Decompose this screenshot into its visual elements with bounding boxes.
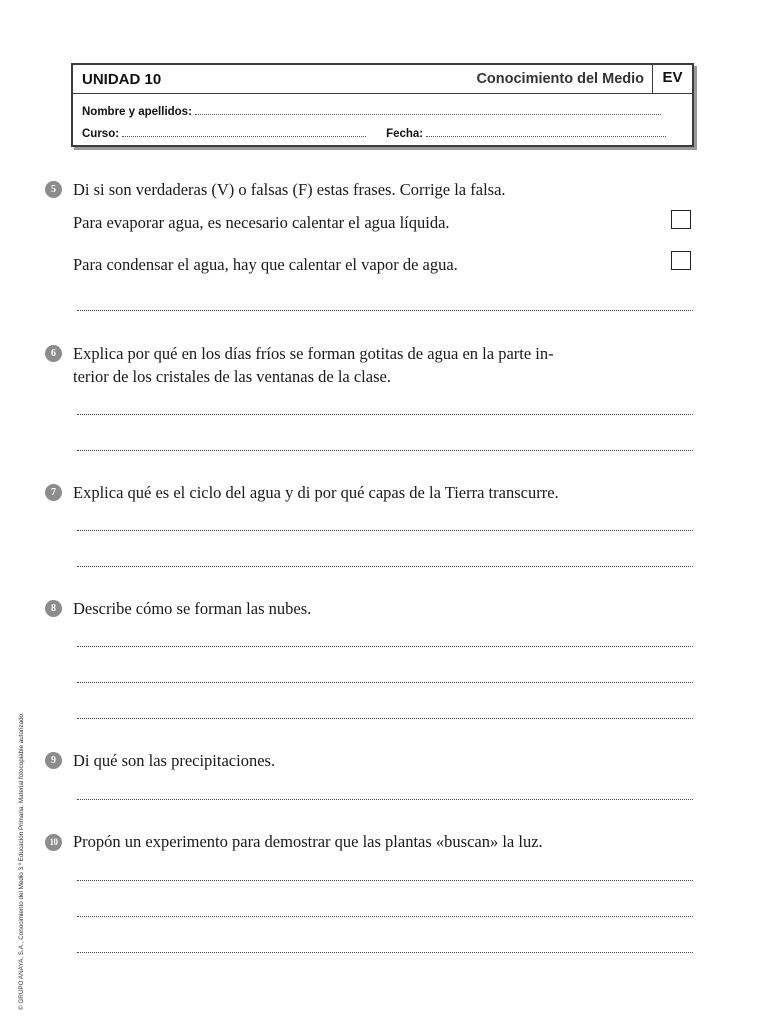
question-number-badge: 7 bbox=[45, 484, 62, 501]
course-field[interactable] bbox=[122, 127, 366, 137]
question-number-badge: 5 bbox=[45, 181, 62, 198]
answer-line[interactable] bbox=[77, 530, 693, 531]
answer-line[interactable] bbox=[77, 916, 693, 917]
unit-title: UNIDAD 10 bbox=[82, 71, 162, 88]
evaluation-code: EV bbox=[652, 65, 692, 93]
question-10-text: Propón un experimento para demostrar que las plantas «buscan» la luz. bbox=[73, 832, 543, 851]
answer-line[interactable] bbox=[77, 646, 693, 647]
name-field-row bbox=[82, 105, 661, 118]
answer-line[interactable] bbox=[77, 450, 693, 451]
answer-line[interactable] bbox=[77, 310, 693, 311]
true-false-checkbox[interactable] bbox=[671, 251, 691, 270]
name-label: Nombre y apellidos: bbox=[82, 106, 192, 118]
answer-line[interactable] bbox=[77, 414, 693, 415]
date-label: Fecha: bbox=[386, 128, 424, 140]
question-9-text: Di qué son las precipitaciones. bbox=[73, 751, 276, 770]
question-6-line-2: terior de los cristales de las ventanas de la clase. bbox=[73, 367, 391, 386]
answer-line[interactable] bbox=[77, 682, 693, 683]
question-6-line-1: Explica por qué en los días fríos se forman gotitas de agua en la parte in- bbox=[73, 344, 554, 363]
question-6-text bbox=[73, 342, 554, 388]
question-number-badge: 6 bbox=[45, 345, 62, 362]
statement-2: Para condensar el agua, hay que calentar el vapor de agua. bbox=[73, 255, 458, 274]
worksheet-header bbox=[71, 63, 694, 147]
answer-line[interactable] bbox=[77, 566, 693, 567]
header-title-row bbox=[73, 65, 692, 94]
question-number-badge: 8 bbox=[45, 600, 62, 617]
question-7-text: Explica qué es el ciclo del agua y di por qué capas de la Tierra transcurre. bbox=[73, 483, 559, 502]
answer-line[interactable] bbox=[77, 799, 693, 800]
subject-title: Conocimiento del Medio bbox=[476, 71, 644, 87]
question-number-badge: 9 bbox=[45, 752, 62, 769]
statement-1: Para evaporar agua, es necesario calentar el agua líquida. bbox=[73, 213, 450, 232]
question-8-text: Describe cómo se forman las nubes. bbox=[73, 599, 312, 618]
answer-line[interactable] bbox=[77, 952, 693, 953]
question-5-text: Di si son verdaderas (V) o falsas (F) estas frases. Corrige la falsa. bbox=[73, 180, 506, 199]
answer-line[interactable] bbox=[77, 718, 693, 719]
name-field[interactable] bbox=[195, 105, 661, 115]
true-false-checkbox[interactable] bbox=[671, 210, 691, 229]
course-label: Curso: bbox=[82, 128, 120, 140]
course-field-row bbox=[82, 127, 666, 140]
copyright-notice: © GRUPO ANAYA, S.A., Conocimiento del Medio 3.º Educación Primaria. Material fotocopiable autorizado. bbox=[18, 712, 25, 1010]
question-number-badge: 10 bbox=[45, 834, 62, 851]
date-field[interactable] bbox=[426, 127, 666, 137]
answer-line[interactable] bbox=[77, 880, 693, 881]
